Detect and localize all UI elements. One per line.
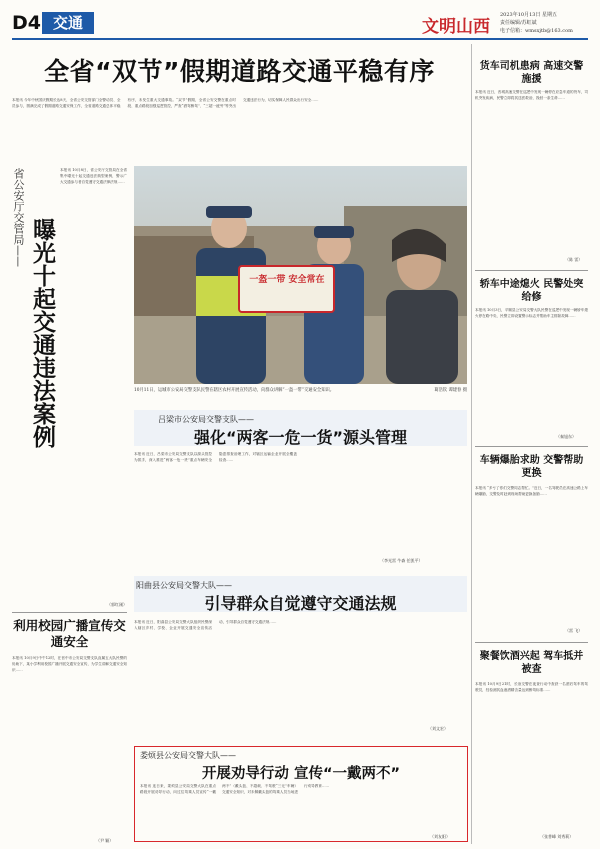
- paper-logo: 文明山西: [422, 17, 490, 37]
- right-divider-2: [475, 446, 588, 447]
- lead-headline: 全省“双节”假期道路交通平稳有序: [44, 57, 435, 86]
- right-a2-byline: （秦旭东）: [556, 434, 576, 439]
- exposure-byline: （郭红刚）: [107, 602, 127, 607]
- date-line: 2023年10月13日 星期五: [500, 12, 558, 18]
- campus-rule: [12, 612, 127, 613]
- news-photo: [134, 166, 467, 384]
- right-a4-body: 本报讯 10月9日21时，长治交警在夜查行动中查获一名酒后驾车的驾驶员，经检测其血液酒精含量达到醉驾标准……: [475, 682, 588, 692]
- featured-kicker: 娄烦县公安局交警大队——: [140, 751, 236, 760]
- lvliang-headline: 强化“两客一危一货”源头管理: [193, 428, 408, 447]
- photo-sign-text: 一盔一带 安全常在: [249, 275, 325, 285]
- yangqu-byline: （刘文宏）: [428, 726, 448, 731]
- exposure-article: [12, 168, 127, 608]
- yangqu-headline: 引导群众自觉遵守交通法规: [204, 594, 397, 613]
- section-name: 交通: [42, 12, 94, 34]
- photo-caption-text: 10月11日，运城市公安局交警支队民警在辖区农村开展宣传活动，向群众讲解“一盔一带”交通安全知识。: [134, 388, 335, 393]
- section-code: D4: [12, 12, 41, 34]
- lvliang-body: 本报讯 近日，吕梁市公安局交警支队以源头管控为抓手，深入推进“两客一危一货”重点车辆安全隐患排查治理工作，对辖区运输企业开展全覆盖检查……: [134, 452, 297, 462]
- right-a3-title: 车辆爆胎求助 交警帮助更换: [479, 455, 584, 479]
- header-rule: [12, 38, 588, 40]
- right-a4-title: 聚餐饮酒兴起 驾车抵并被查: [479, 651, 584, 675]
- right-a1-title: 货车司机患病 高速交警施援: [479, 61, 584, 85]
- featured-byline: （刘友阳）: [430, 834, 450, 839]
- photo-caption: [134, 388, 467, 395]
- exposure-body: 本报讯 10月8日，省公安厅交管局在全省集中曝光十起交通违法典型案例，警示广大交通参与者自觉遵守交通法律法规……: [60, 168, 127, 184]
- right-column-rule: [471, 44, 472, 844]
- right-a4-byline: （张普峰 刘秀莉）: [540, 834, 574, 839]
- exposure-title: 曝光十起交通违法案例: [29, 218, 55, 448]
- exposure-kicker: 省公安厅交管局——: [12, 168, 25, 267]
- lvliang-kicker: 吕梁市公安局交警支队——: [158, 415, 254, 424]
- right-a1-body: 本报讯 近日，晋城高速交警在巡逻中发现一辆停在应急车道的货车，司机突发疾病，民警立即将其送医救治，挽回一条生命……: [475, 90, 588, 100]
- right-divider-1: [475, 270, 588, 271]
- editor-line: 责任编辑/苏虹斌: [500, 20, 537, 26]
- campus-byline: （尹 颖）: [96, 838, 114, 843]
- campus-headline: 利用校园广播宣传交通安全: [13, 618, 126, 649]
- right-a3-byline: （雷 飞）: [565, 628, 583, 633]
- lvliang-byline: （李光雷 牛森 任凯平）: [380, 558, 423, 563]
- yangqu-body: 本报讯 近日，阳曲县公安局交警大队组织民警深入辖区乡村、学校、企业开展交通安全宣传活动，引导群众自觉遵守交通法规……: [134, 620, 277, 630]
- yangqu-kicker: 阳曲县公安局交警大队——: [136, 581, 232, 590]
- campus-body: 本报讯 10月9日中午12时，在晋中市公安局交警支队直属五大队民警的协助下，某小学利用校园广播开展交通安全宣传，为学生讲解交通安全知识……: [12, 656, 127, 672]
- right-a3-body: 本报讯 “多亏了你们交警同志帮忙。”近日，一名驾驶员在高速公路上车辆爆胎，交警及时赶到现场帮助更换备胎……: [475, 486, 588, 496]
- email-line: 电子信箱：wmsxjtb@163.com: [500, 28, 573, 34]
- lead-body: 本报讯 今年中秋国庆假期长达8天，全省公安交管部门全警动员、全员参与，圆满完成了假期道路交通安保工作，全省道路交通总体平稳有序，未发生重大交通事故。“双节”假期，全省公安交警在重点时段、重点路段加强巡逻管控，严查“酒驾醉驾”、“三超一疲劳”等突出交通违法行为，切实保障人民群众出行安全……: [12, 98, 319, 108]
- photo-credit: 葛浩钦 谭建春 摄: [434, 388, 467, 393]
- right-a2-title: 轿车中途熄火 民警处突给修: [479, 279, 584, 303]
- page-header: [12, 10, 588, 38]
- right-a1-byline: （陈 雷）: [565, 257, 583, 262]
- right-divider-3: [475, 642, 588, 643]
- right-a2-body: 本报讯 10月3日，平顺县公安局交警大队民警在巡逻中发现一辆轿车熄火停在路中央，民警立即设置警示标志并帮助车主排除故障……: [475, 308, 588, 318]
- featured-body: 本报讯 连日来，娄烦县公安局交警大队在重点路段开展劝导行动，向过往驾乘人员宣传“一戴两不”（戴头盔、不超载、不驾驶“三无”车辆）交通安全知识，对未佩戴头盔的驾乘人员当场进行劝导教育……: [140, 784, 330, 794]
- featured-headline: 开展劝导行动 宣传“一戴两不”: [201, 766, 401, 782]
